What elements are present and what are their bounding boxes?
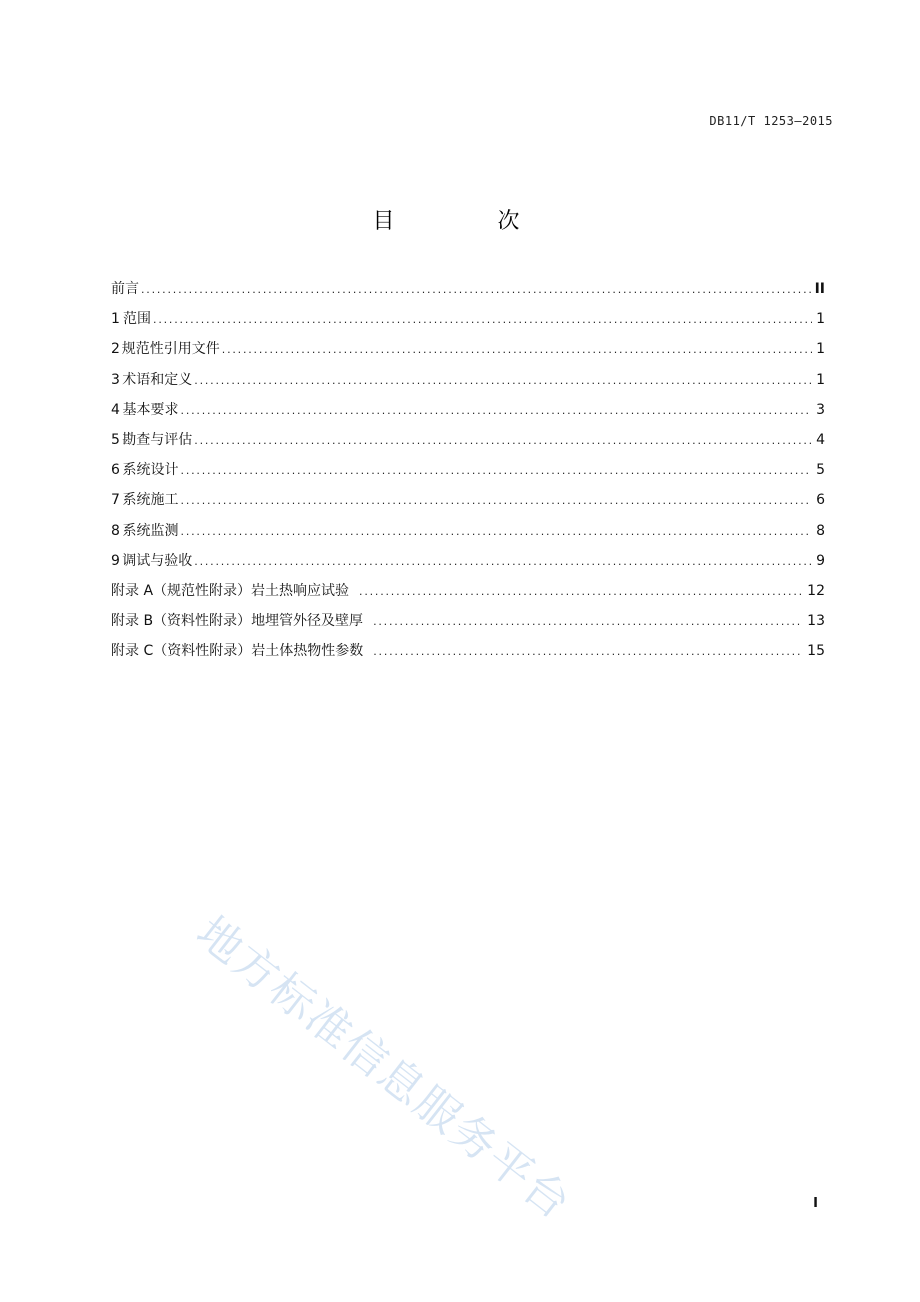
- toc-entry-label: 系统设计: [122, 462, 179, 479]
- toc-entry-label: 范围: [123, 311, 152, 328]
- dot-leader: [222, 338, 812, 362]
- dot-leader: [181, 399, 813, 423]
- toc-entry-1[interactable]: [111, 307, 825, 337]
- watermark: 地方标准信息服务平台: [186, 906, 581, 1231]
- toc-entry-number: 7: [111, 492, 120, 509]
- toc-entry-page: 9: [816, 552, 825, 569]
- toc-entry-5[interactable]: [111, 428, 825, 458]
- toc-entry-2[interactable]: [111, 337, 825, 367]
- toc-entry-label: 规范性引用文件: [121, 341, 220, 358]
- toc-entry-page: II: [814, 281, 825, 297]
- dot-leader: [373, 610, 803, 634]
- toc-entry-label: 系统施工: [122, 492, 179, 509]
- dot-leader: [141, 278, 811, 302]
- toc-entry-4[interactable]: [111, 398, 825, 428]
- toc-entry-page: 1: [816, 311, 825, 328]
- dot-leader: [181, 520, 813, 544]
- appendix-label: 附录 A（规范性附录）: [111, 582, 252, 599]
- appendix-label: 附录 B（资料性附录）: [111, 613, 252, 630]
- toc-entry-label: 勘查与评估: [122, 431, 193, 448]
- dot-leader: [373, 640, 803, 664]
- toc-entry-page: 15: [807, 643, 825, 660]
- toc-entry-number: 4: [111, 401, 120, 418]
- appendix-title: 岩土体热物性参数: [251, 643, 364, 660]
- dot-leader: [194, 369, 812, 393]
- table-of-contents: [111, 277, 825, 669]
- appendix-title: 地埋管外径及壁厚: [251, 613, 364, 630]
- page-number: I: [813, 1196, 818, 1211]
- toc-entry-number: 8: [111, 522, 120, 539]
- dot-leader: [153, 308, 812, 332]
- dot-leader: [194, 550, 812, 574]
- toc-entry-3[interactable]: [111, 368, 825, 398]
- toc-entry-9[interactable]: [111, 549, 825, 579]
- toc-entry-number: 6: [111, 462, 120, 479]
- toc-entry-label: 调试与验收: [122, 552, 193, 569]
- toc-entry-label: 基本要求: [122, 401, 179, 418]
- toc-entry-number: 2: [111, 341, 120, 358]
- toc-entry-page: 4: [816, 431, 825, 448]
- page-title: 目 次: [372, 209, 568, 234]
- toc-entry-appendix-c[interactable]: [111, 639, 825, 669]
- appendix-title: 岩土热响应试验: [251, 582, 350, 599]
- dot-leader: [181, 459, 813, 483]
- toc-entry-page: 5: [816, 462, 825, 479]
- toc-entry-appendix-a[interactable]: [111, 579, 825, 609]
- toc-entry-number: 5: [111, 431, 120, 448]
- toc-entry-number: 9: [111, 552, 120, 569]
- toc-entry-page: 1: [816, 341, 825, 358]
- toc-entry-7[interactable]: [111, 488, 825, 518]
- toc-entry-6[interactable]: [111, 458, 825, 488]
- toc-entry-page: 3: [816, 401, 825, 418]
- toc-entry-appendix-b[interactable]: [111, 609, 825, 639]
- toc-entry-foreword[interactable]: [111, 277, 825, 307]
- toc-entry-page: 1: [816, 371, 825, 388]
- dot-leader: [194, 429, 812, 453]
- dot-leader: [359, 580, 803, 604]
- toc-entry-number: 1: [111, 311, 120, 328]
- appendix-label: 附录 C（资料性附录）: [111, 643, 252, 660]
- toc-entry-page: 8: [816, 522, 825, 539]
- dot-leader: [181, 489, 813, 513]
- toc-entry-page: 12: [807, 582, 825, 599]
- toc-entry-label: 系统监测: [122, 522, 179, 539]
- toc-entry-page: 13: [807, 613, 825, 630]
- toc-entry-number: 3: [111, 371, 120, 388]
- toc-entry-page: 6: [816, 492, 825, 509]
- toc-entry-8[interactable]: [111, 519, 825, 549]
- toc-entry-label: 术语和定义: [122, 371, 193, 388]
- toc-entry-label: 前言: [111, 281, 139, 297]
- standard-code: DB11/T 1253—2015: [709, 114, 833, 128]
